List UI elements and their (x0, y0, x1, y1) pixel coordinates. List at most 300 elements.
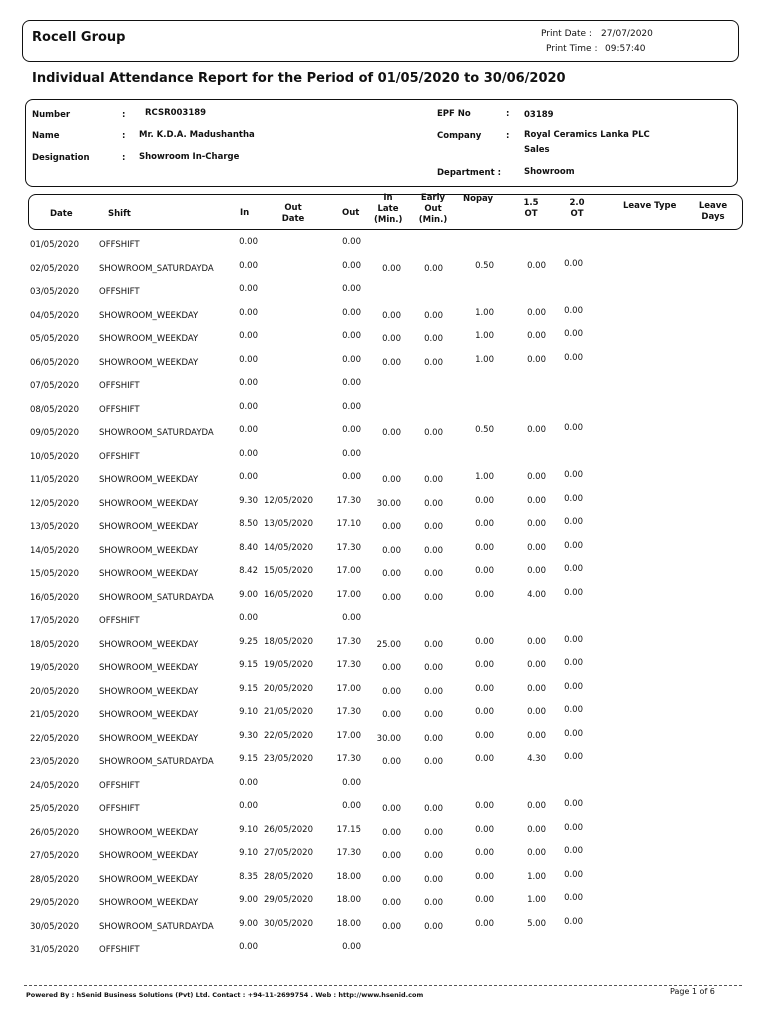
cell-out-date: 16/05/2020 (264, 589, 313, 600)
col-in-late-line2: Late (377, 204, 399, 214)
cell-shift: OFFSHIFT (99, 616, 140, 626)
cell-shift: OFFSHIFT (99, 945, 140, 955)
col-ot15-line1: 1.5 (523, 198, 539, 208)
cell-out-date: 30/05/2020 (264, 918, 313, 929)
cell-out-date: 28/05/2020 (264, 871, 313, 882)
cell-ot20: 0.00 (564, 493, 583, 504)
cell-ot15: 0.00 (527, 848, 546, 858)
cell-out-date: 23/05/2020 (264, 754, 313, 764)
cell-early: 0.00 (424, 569, 443, 579)
cell-nopay: 0.00 (475, 495, 494, 506)
cell-shift: SHOWROOM_WEEKDAY (99, 639, 199, 650)
cell-ot20: 0.00 (564, 517, 583, 527)
cell-date: 13/05/2020 (30, 522, 79, 532)
cell-late: 0.00 (382, 921, 401, 932)
cell-shift: SHOWROOM_WEEKDAY (99, 733, 199, 744)
cell-date: 09/05/2020 (30, 428, 79, 438)
cell-shift: SHOWROOM_SATURDAYDA (99, 263, 214, 274)
col-leave-days (698, 201, 728, 223)
cell-in: 9.30 (239, 495, 258, 506)
cell-out: 17.30 (336, 660, 361, 670)
employee-name: Mr. K.D.A. Madushantha (139, 130, 255, 140)
cell-ot15: 4.00 (527, 589, 546, 600)
col-early-out-line3: (Min.) (418, 215, 448, 225)
cell-date: 30/05/2020 (30, 921, 79, 932)
cell-early: 0.00 (424, 310, 443, 321)
cell-in: 0.00 (239, 307, 258, 318)
cell-ot15: 0.00 (527, 260, 546, 271)
cell-out: 17.30 (336, 495, 361, 506)
col-ot20-line2: OT (570, 209, 584, 219)
cell-date: 21/05/2020 (30, 710, 79, 720)
cell-out: 0.00 (342, 354, 361, 365)
cell-out-date: 21/05/2020 (264, 707, 313, 717)
cell-ot20: 0.00 (564, 658, 583, 668)
cell-shift: SHOWROOM_SATURDAYDA (99, 757, 214, 767)
cell-out: 0.00 (342, 260, 361, 271)
cell-date: 27/05/2020 (30, 851, 79, 861)
employee-designation: Showroom In-Charge (139, 152, 240, 162)
cell-date: 26/05/2020 (30, 827, 79, 838)
cell-ot20: 0.00 (564, 329, 583, 339)
cell-ot20: 0.00 (564, 869, 583, 880)
cell-out-date: 18/05/2020 (264, 636, 313, 647)
cell-out-date: 12/05/2020 (264, 495, 313, 506)
cell-in: 8.42 (239, 566, 258, 576)
col-leave-days-line1: Leave (698, 201, 728, 211)
cell-ot15: 5.00 (527, 918, 546, 929)
cell-date: 07/05/2020 (30, 381, 79, 391)
col-ot15 (521, 198, 541, 220)
col-ot20-line1: 2.0 (569, 198, 585, 208)
cell-out: 17.30 (336, 754, 361, 764)
cell-shift: OFFSHIFT (99, 381, 140, 391)
col-date: Date (50, 209, 73, 219)
cell-ot15: 0.00 (527, 307, 546, 318)
cell-date: 01/05/2020 (30, 240, 79, 250)
cell-shift: SHOWROOM_WEEKDAY (99, 851, 199, 861)
cell-out: 18.00 (336, 871, 361, 882)
cell-in: 0.00 (239, 425, 258, 435)
col-in: In (240, 208, 250, 218)
company-name: Rocell Group (32, 30, 126, 45)
cell-late: 0.00 (382, 686, 401, 697)
cell-nopay: 0.00 (475, 589, 494, 600)
cell-ot20: 0.00 (564, 258, 583, 269)
cell-ot20: 0.00 (564, 470, 583, 480)
cell-ot20: 0.00 (564, 846, 583, 856)
cell-out: 0.00 (342, 613, 361, 623)
print-time-label: Print Time : (546, 44, 598, 54)
cell-date: 05/05/2020 (30, 334, 79, 344)
cell-ot15: 0.00 (527, 801, 546, 811)
cell-early: 0.00 (424, 522, 443, 532)
cell-late: 0.00 (382, 804, 401, 814)
cell-ot15: 1.00 (527, 895, 546, 905)
cell-shift: SHOWROOM_WEEKDAY (99, 545, 199, 556)
cell-out: 17.30 (336, 707, 361, 717)
cell-in: 8.35 (239, 871, 258, 882)
cell-in: 0.00 (239, 354, 258, 365)
cell-nopay: 0.00 (475, 683, 494, 694)
cell-nopay: 0.00 (475, 519, 494, 529)
cell-nopay: 0.00 (475, 801, 494, 811)
cell-date: 28/05/2020 (30, 874, 79, 885)
cell-shift: SHOWROOM_SATURDAYDA (99, 428, 214, 438)
cell-early: 0.00 (424, 733, 443, 744)
cell-ot15: 4.30 (527, 754, 546, 764)
cell-early: 0.00 (424, 475, 443, 485)
cell-early: 0.00 (424, 827, 443, 838)
cell-ot20: 0.00 (564, 423, 583, 433)
cell-shift: OFFSHIFT (99, 404, 140, 415)
cell-early: 0.00 (424, 874, 443, 885)
cell-ot15: 0.00 (527, 331, 546, 341)
cell-in: 9.15 (239, 754, 258, 764)
cell-out: 0.00 (342, 801, 361, 811)
col-early-out (418, 193, 448, 226)
cell-in: 8.50 (239, 519, 258, 529)
cell-ot15: 0.00 (527, 472, 546, 482)
cell-late: 0.00 (382, 710, 401, 720)
cell-early: 0.00 (424, 921, 443, 932)
colon: : (506, 131, 510, 141)
cell-late: 0.00 (382, 569, 401, 579)
footer-divider (24, 985, 742, 986)
cell-shift: OFFSHIFT (99, 804, 140, 814)
cell-ot20: 0.00 (564, 681, 583, 692)
cell-nopay: 0.50 (475, 260, 494, 271)
cell-ot15: 0.00 (527, 495, 546, 506)
cell-late: 30.00 (376, 733, 401, 744)
cell-shift: SHOWROOM_WEEKDAY (99, 874, 199, 885)
cell-date: 02/05/2020 (30, 263, 79, 274)
cell-date: 18/05/2020 (30, 639, 79, 650)
cell-shift: OFFSHIFT (99, 240, 140, 250)
cell-in: 0.00 (239, 331, 258, 341)
cell-out-date: 20/05/2020 (264, 683, 313, 694)
cell-in: 8.40 (239, 542, 258, 553)
colon: : (122, 131, 126, 141)
cell-out: 0.00 (342, 777, 361, 788)
powered-by: Powered By : hSenid Business Solutions (Pvt) Ltd. Contact : +94-11-2699754 . Web : http://www.hsenid.com (26, 991, 424, 999)
cell-late: 0.00 (382, 874, 401, 885)
cell-nopay: 0.00 (475, 848, 494, 858)
colon: : (122, 153, 126, 163)
print-date: 27/07/2020 (601, 29, 653, 39)
cell-ot20: 0.00 (564, 352, 583, 363)
cell-date: 17/05/2020 (30, 616, 79, 626)
cell-out-date: 19/05/2020 (264, 660, 313, 670)
cell-shift: SHOWROOM_WEEKDAY (99, 357, 199, 368)
cell-out: 17.30 (336, 848, 361, 858)
cell-out-date: 15/05/2020 (264, 566, 313, 576)
cell-early: 0.00 (424, 498, 443, 509)
colon: : (122, 110, 126, 120)
cell-in: 9.10 (239, 824, 258, 835)
col-early-out-line1: Early (420, 193, 446, 203)
cell-early: 0.00 (424, 263, 443, 274)
cell-ot20: 0.00 (564, 752, 583, 762)
cell-shift: SHOWROOM_WEEKDAY (99, 569, 199, 579)
cell-out: 17.30 (336, 542, 361, 553)
cell-date: 10/05/2020 (30, 451, 79, 462)
col-out-date-line1: Out (284, 203, 302, 213)
cell-date: 20/05/2020 (30, 686, 79, 697)
cell-early: 0.00 (424, 545, 443, 556)
cell-late: 0.00 (382, 310, 401, 321)
cell-in: 0.00 (239, 284, 258, 294)
cell-in: 9.00 (239, 589, 258, 600)
cell-in: 9.10 (239, 848, 258, 858)
cell-ot20: 0.00 (564, 540, 583, 551)
cell-in: 9.15 (239, 660, 258, 670)
cell-late: 0.00 (382, 592, 401, 603)
employee-number: RCSR003189 (145, 108, 207, 118)
employee-company-sub: Sales (524, 145, 550, 155)
cell-ot15: 0.00 (527, 425, 546, 435)
cell-out: 0.00 (342, 331, 361, 341)
cell-early: 0.00 (424, 898, 443, 908)
cell-in: 9.25 (239, 636, 258, 647)
cell-ot15: 0.00 (527, 707, 546, 717)
cell-in: 0.00 (239, 613, 258, 623)
employee-department: Showroom (524, 167, 575, 177)
cell-ot20: 0.00 (564, 634, 583, 645)
cell-out: 17.10 (336, 519, 361, 529)
cell-in: 9.00 (239, 918, 258, 929)
col-ot20 (567, 198, 587, 220)
cell-early: 0.00 (424, 851, 443, 861)
cell-early: 0.00 (424, 804, 443, 814)
cell-in: 0.00 (239, 777, 258, 788)
cell-nopay: 1.00 (475, 354, 494, 365)
epf-label: EPF No (437, 109, 471, 119)
col-in-late-line3: (Min.) (374, 215, 403, 225)
cell-out: 0.00 (342, 378, 361, 388)
department-label: Department : (437, 168, 501, 178)
cell-late: 0.00 (382, 428, 401, 438)
cell-out: 18.00 (336, 918, 361, 929)
employee-info-box (25, 99, 738, 187)
cell-nopay: 0.50 (475, 425, 494, 435)
cell-late: 0.00 (382, 334, 401, 344)
cell-in: 0.00 (239, 237, 258, 247)
designation-label: Designation (32, 153, 90, 163)
cell-date: 08/05/2020 (30, 404, 79, 415)
col-ot15-line2: OT (524, 209, 538, 219)
cell-late: 0.00 (382, 757, 401, 767)
cell-nopay: 0.00 (475, 754, 494, 764)
cell-late: 0.00 (382, 522, 401, 532)
cell-out-date: 13/05/2020 (264, 519, 313, 529)
cell-in: 0.00 (239, 472, 258, 482)
cell-date: 23/05/2020 (30, 757, 79, 767)
cell-out: 0.00 (342, 425, 361, 435)
cell-ot20: 0.00 (564, 705, 583, 715)
cell-in: 9.15 (239, 683, 258, 694)
cell-shift: SHOWROOM_WEEKDAY (99, 334, 199, 344)
cell-ot15: 0.00 (527, 683, 546, 694)
cell-ot20: 0.00 (564, 564, 583, 574)
cell-early: 0.00 (424, 710, 443, 720)
cell-date: 04/05/2020 (30, 310, 79, 321)
cell-date: 31/05/2020 (30, 945, 79, 955)
cell-out: 17.15 (336, 824, 361, 835)
cell-early: 0.00 (424, 686, 443, 697)
print-date-label: Print Date : (541, 29, 592, 39)
cell-date: 25/05/2020 (30, 804, 79, 814)
cell-late: 0.00 (382, 545, 401, 556)
cell-out: 0.00 (342, 401, 361, 412)
cell-ot15: 0.00 (527, 824, 546, 835)
cell-ot15: 0.00 (527, 519, 546, 529)
cell-late: 0.00 (382, 357, 401, 368)
cell-nopay: 0.00 (475, 636, 494, 647)
cell-late: 0.00 (382, 898, 401, 908)
cell-late: 0.00 (382, 827, 401, 838)
cell-ot15: 1.00 (527, 871, 546, 882)
cell-early: 0.00 (424, 428, 443, 438)
cell-shift: SHOWROOM_WEEKDAY (99, 475, 199, 485)
cell-out: 0.00 (342, 284, 361, 294)
cell-in: 9.30 (239, 730, 258, 741)
cell-date: 03/05/2020 (30, 287, 79, 297)
cell-shift: SHOWROOM_WEEKDAY (99, 710, 199, 720)
cell-ot20: 0.00 (564, 822, 583, 833)
cell-date: 22/05/2020 (30, 733, 79, 744)
cell-out: 0.00 (342, 472, 361, 482)
col-nopay: Nopay (463, 194, 494, 204)
cell-nopay: 1.00 (475, 307, 494, 318)
cell-ot20: 0.00 (564, 916, 583, 927)
cell-nopay: 1.00 (475, 472, 494, 482)
cell-ot15: 0.00 (527, 542, 546, 553)
cell-in: 0.00 (239, 801, 258, 811)
cell-in: 0.00 (239, 942, 258, 952)
cell-out: 0.00 (342, 307, 361, 318)
cell-out: 0.00 (342, 237, 361, 247)
cell-shift: SHOWROOM_WEEKDAY (99, 522, 199, 532)
cell-date: 11/05/2020 (30, 475, 79, 485)
cell-ot15: 0.00 (527, 730, 546, 741)
cell-shift: SHOWROOM_SATURDAYDA (99, 921, 214, 932)
cell-late: 0.00 (382, 851, 401, 861)
cell-in: 9.10 (239, 707, 258, 717)
col-leave-type: Leave Type (623, 201, 677, 211)
cell-out: 17.00 (336, 589, 361, 600)
cell-ot20: 0.00 (564, 587, 583, 598)
cell-early: 0.00 (424, 639, 443, 650)
cell-shift: SHOWROOM_WEEKDAY (99, 898, 199, 908)
cell-out-date: 26/05/2020 (264, 824, 313, 835)
cell-early: 0.00 (424, 757, 443, 767)
cell-shift: SHOWROOM_WEEKDAY (99, 310, 199, 321)
cell-out: 0.00 (342, 942, 361, 952)
cell-shift: SHOWROOM_WEEKDAY (99, 827, 199, 838)
cell-nopay: 0.00 (475, 730, 494, 741)
cell-out: 17.00 (336, 566, 361, 576)
cell-in: 0.00 (239, 260, 258, 271)
cell-out: 0.00 (342, 448, 361, 459)
cell-early: 0.00 (424, 357, 443, 368)
cell-early: 0.00 (424, 334, 443, 344)
cell-out-date: 27/05/2020 (264, 848, 313, 858)
cell-out-date: 22/05/2020 (264, 730, 313, 741)
col-in-late-line1: In (383, 193, 393, 203)
cell-in: 9.00 (239, 895, 258, 905)
colon: : (506, 109, 510, 119)
cell-nopay: 0.00 (475, 566, 494, 576)
cell-late: 25.00 (376, 639, 401, 650)
employee-company: Royal Ceramics Lanka PLC (524, 130, 650, 140)
header-box (22, 20, 739, 62)
cell-nopay: 0.00 (475, 660, 494, 670)
cell-date: 16/05/2020 (30, 592, 79, 603)
epf-number: 03189 (524, 110, 554, 120)
cell-date: 29/05/2020 (30, 898, 79, 908)
cell-shift: SHOWROOM_SATURDAYDA (99, 592, 214, 603)
col-out-date-line2: Date (281, 214, 305, 224)
cell-out: 17.30 (336, 636, 361, 647)
cell-shift: OFFSHIFT (99, 780, 140, 791)
cell-nopay: 0.00 (475, 895, 494, 905)
cell-shift: OFFSHIFT (99, 451, 140, 462)
cell-nopay: 0.00 (475, 918, 494, 929)
cell-date: 06/05/2020 (30, 357, 79, 368)
cell-date: 19/05/2020 (30, 663, 79, 673)
cell-date: 12/05/2020 (30, 498, 79, 509)
cell-in: 0.00 (239, 378, 258, 388)
col-in-late (374, 193, 402, 226)
cell-out: 17.00 (336, 683, 361, 694)
col-out: Out (342, 208, 360, 218)
col-shift: Shift (108, 209, 131, 219)
col-leave-days-line2: Days (701, 212, 725, 222)
cell-shift: OFFSHIFT (99, 287, 140, 297)
cell-ot15: 0.00 (527, 354, 546, 365)
cell-shift: SHOWROOM_WEEKDAY (99, 663, 199, 673)
cell-ot15: 0.00 (527, 660, 546, 670)
cell-out: 17.00 (336, 730, 361, 741)
cell-nopay: 0.00 (475, 871, 494, 882)
col-early-out-line2: Out (424, 204, 442, 214)
cell-late: 30.00 (376, 498, 401, 509)
col-out-date (281, 203, 305, 225)
cell-nopay: 0.00 (475, 824, 494, 835)
report-title: Individual Attendance Report for the Period of 01/05/2020 to 30/06/2020 (32, 71, 566, 86)
cell-date: 15/05/2020 (30, 569, 79, 579)
cell-nopay: 0.00 (475, 707, 494, 717)
cell-ot15: 0.00 (527, 566, 546, 576)
cell-shift: SHOWROOM_WEEKDAY (99, 498, 199, 509)
cell-out-date: 14/05/2020 (264, 542, 313, 553)
cell-nopay: 0.00 (475, 542, 494, 553)
cell-shift: SHOWROOM_WEEKDAY (99, 686, 199, 697)
cell-ot20: 0.00 (564, 799, 583, 809)
cell-date: 24/05/2020 (30, 780, 79, 791)
page-number: Page 1 of 6 (670, 987, 715, 996)
cell-out: 18.00 (336, 895, 361, 905)
number-label: Number (32, 110, 71, 120)
cell-in: 0.00 (239, 448, 258, 459)
print-time: 09:57:40 (605, 44, 646, 54)
cell-ot20: 0.00 (564, 305, 583, 316)
cell-early: 0.00 (424, 592, 443, 603)
cell-out-date: 29/05/2020 (264, 895, 313, 905)
cell-late: 0.00 (382, 663, 401, 673)
cell-in: 0.00 (239, 401, 258, 412)
